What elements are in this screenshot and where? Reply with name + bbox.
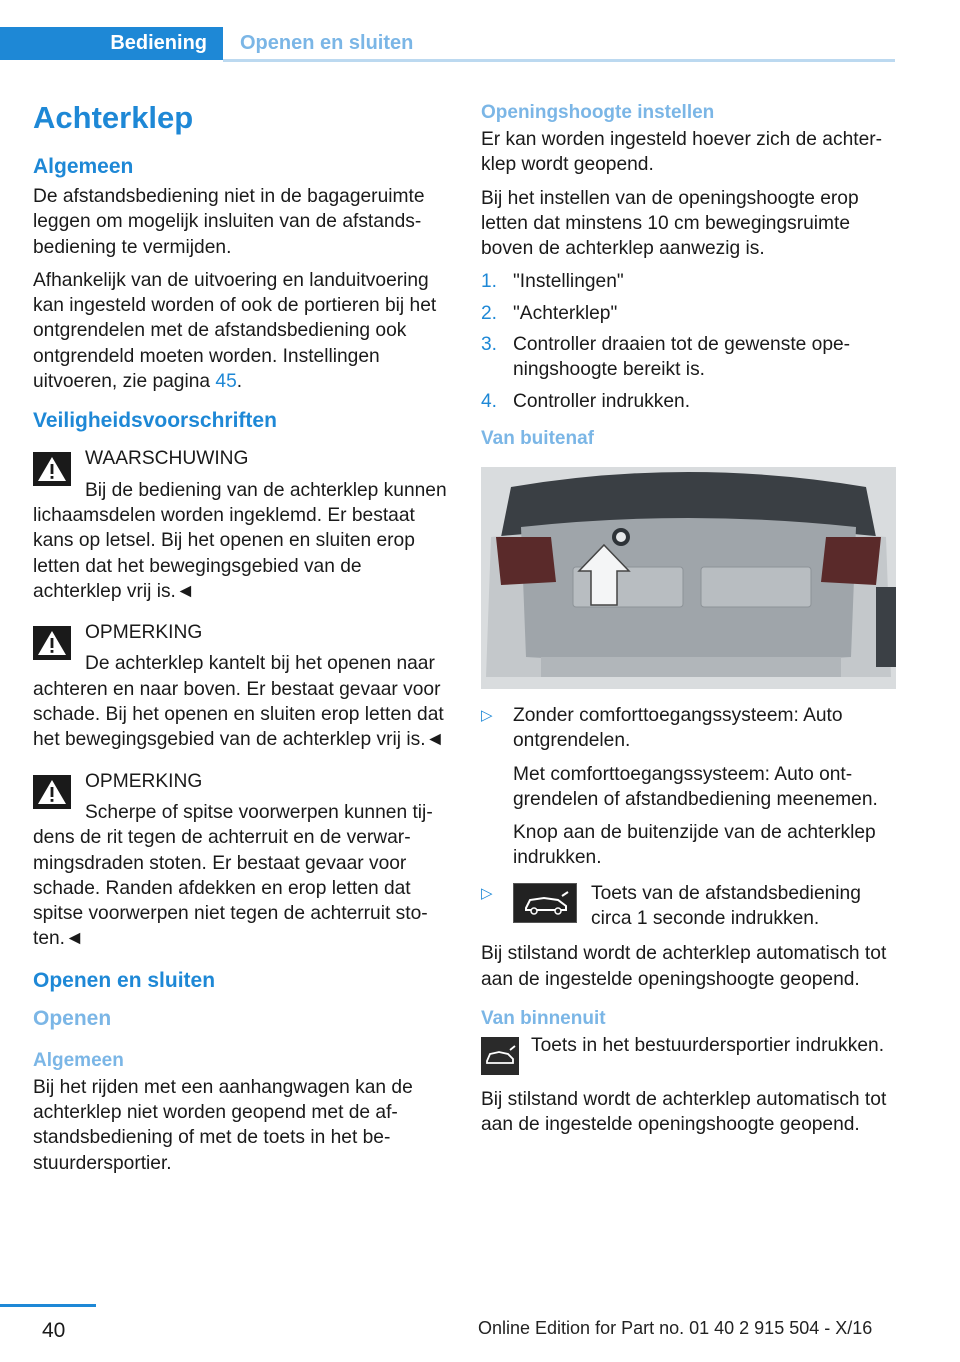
notice-title: OPMERKING bbox=[85, 622, 203, 644]
list-item bbox=[481, 881, 896, 932]
heading-openen-en-sluiten: Openen en sluiten bbox=[33, 968, 216, 992]
edition-note: Online Edition for Part no. 01 40 2 915 504 - X/16 bbox=[478, 1318, 873, 1338]
triangle-bullet-icon: ▷ bbox=[481, 706, 493, 724]
heading-van-binnenuit: Van binnenuit bbox=[481, 1007, 606, 1029]
list-item bbox=[481, 389, 896, 414]
remote-tailgate-button-icon bbox=[513, 883, 577, 923]
page-header bbox=[0, 27, 895, 63]
key-description: Toets in het bestuurdersportier indrukken. bbox=[531, 1034, 885, 1056]
list-item bbox=[481, 301, 896, 326]
paragraph: Bij stilstand wordt de achterklep automatisch tot aan de ingestelde openingshoogte geopend. bbox=[481, 1088, 887, 1136]
paragraph: Bij het rijden met een aanhangwagen kan de achterklep niet worden geopend met de afstandsbediening of met de toets in het bestuurdersportier. bbox=[33, 1076, 413, 1174]
paragraph bbox=[33, 268, 449, 394]
inside-key-row bbox=[481, 1033, 896, 1075]
notice-body: De achterklep kantelt bij het openen naar achteren en naar boven. Er bestaat gevaar voor schade. Bij het openen en sluiten erop letten dat het bewegingsgebied van de achterklep vrij is.◄ bbox=[33, 653, 445, 751]
heading-veiligheidsvoorschriften: Veiligheidsvoorschriften bbox=[33, 409, 277, 433]
paragraph: Er kan worden ingesteld hoever zich de achterklep wordt geopend. bbox=[481, 129, 883, 176]
notice-title: OPMERKING bbox=[85, 770, 203, 792]
warning-triangle-icon bbox=[33, 775, 71, 809]
warning-title: WAARSCHUWING bbox=[85, 448, 249, 470]
notice-body: Scherpe of spitse voorwerpen kunnen tijdens de rit tegen de achterruit en de verwarmingsdraden stoten. Er bestaat gevaar voor schade. Randen afdekken en erop letten dat spitse voorwerpen niet tegen de achterruit stoten.◄ bbox=[33, 801, 433, 950]
section-tab-openen-en-sluiten: Openen en sluiten bbox=[240, 32, 414, 54]
steps-list bbox=[481, 269, 896, 413]
paragraph: De afstandsbediening niet in de bagageruimte leggen om mogelijk insluiten van de afstandsbediening te vermijden. bbox=[33, 186, 425, 258]
notice-block bbox=[33, 769, 449, 952]
bullet-text: Knop aan de buitenzijde van de achterklep indrukken. bbox=[513, 822, 876, 869]
heading-openen: Openen bbox=[33, 1006, 112, 1030]
paragraph-text: . bbox=[236, 371, 243, 393]
footer-rule bbox=[0, 1304, 96, 1307]
step-text: Controller draaien tot de gewenste openingshoogte bereikt is. bbox=[513, 334, 851, 381]
right-column bbox=[481, 100, 896, 1146]
section-tab-bediening: Bediening bbox=[0, 27, 223, 60]
warning-triangle-icon bbox=[33, 626, 71, 660]
step-number: 3. bbox=[481, 334, 498, 356]
heading-van-buitenaf: Van buitenaf bbox=[481, 427, 594, 449]
door-tailgate-button-icon bbox=[481, 1037, 519, 1075]
warning-triangle-icon bbox=[33, 452, 71, 486]
page-title: Achterklep bbox=[33, 100, 194, 135]
list-item bbox=[481, 332, 896, 383]
paragraph-text: Afhankelijk van de uitvoering en landuitvoering kan ingesteld worden of ook de portieren bij het ontgrendelen met de afstandsbediening ook ontgrendeld moeten worden. Instellingen uitvoeren, zie pagina bbox=[33, 269, 437, 393]
page-link[interactable]: 45 bbox=[215, 371, 237, 393]
paragraph: Bij stilstand wordt de achterklep automatisch tot aan de ingestelde openingshoogte geopend. bbox=[481, 943, 887, 990]
tailgate-photo bbox=[481, 467, 896, 689]
notice-block bbox=[33, 620, 449, 752]
page-number: 40 bbox=[42, 1319, 66, 1342]
triangle-bullet-icon: ▷ bbox=[481, 884, 493, 902]
step-text: Controller indrukken. bbox=[513, 390, 691, 412]
step-number: 4. bbox=[481, 390, 498, 412]
step-number: 1. bbox=[481, 271, 498, 293]
bullet-text: Zonder comforttoegangssysteem: Auto ontgrendelen. bbox=[513, 704, 843, 752]
bullet-text: Met comforttoegangssysteem: Auto ontgrendelen of afstandbediening meenemen. bbox=[513, 763, 878, 810]
paragraph: Bij het instellen van de openingshoogte erop letten dat minstens 10 cm bewegingsruimte boven de achterklep aanwezig is. bbox=[481, 187, 859, 260]
list-item bbox=[481, 269, 896, 294]
bullet-text: Toets van de afstandsbediening circa 1 seconde indrukken. bbox=[591, 882, 861, 930]
step-text: "Instellingen" bbox=[513, 271, 624, 293]
heading-algemeen: Algemeen bbox=[33, 155, 134, 178]
warning-body: Bij de bediening van de achterklep kunnen lichaamsdelen worden ingeklemd. Er bestaat kans op letsel. Bij het openen en sluiten erop letten dat het bewegingsgebied van de achterklep vrij is.◄ bbox=[33, 479, 447, 602]
header-rule bbox=[223, 59, 895, 62]
step-text: "Achterklep" bbox=[513, 302, 618, 324]
heading-openingshoogte-instellen: Openingshoogte instellen bbox=[481, 102, 715, 123]
step-number: 2. bbox=[481, 302, 498, 324]
warning-block bbox=[33, 446, 449, 604]
list-item bbox=[481, 703, 896, 871]
left-column bbox=[33, 100, 449, 1184]
heading-algemeen-sub: Algemeen bbox=[33, 1049, 124, 1071]
